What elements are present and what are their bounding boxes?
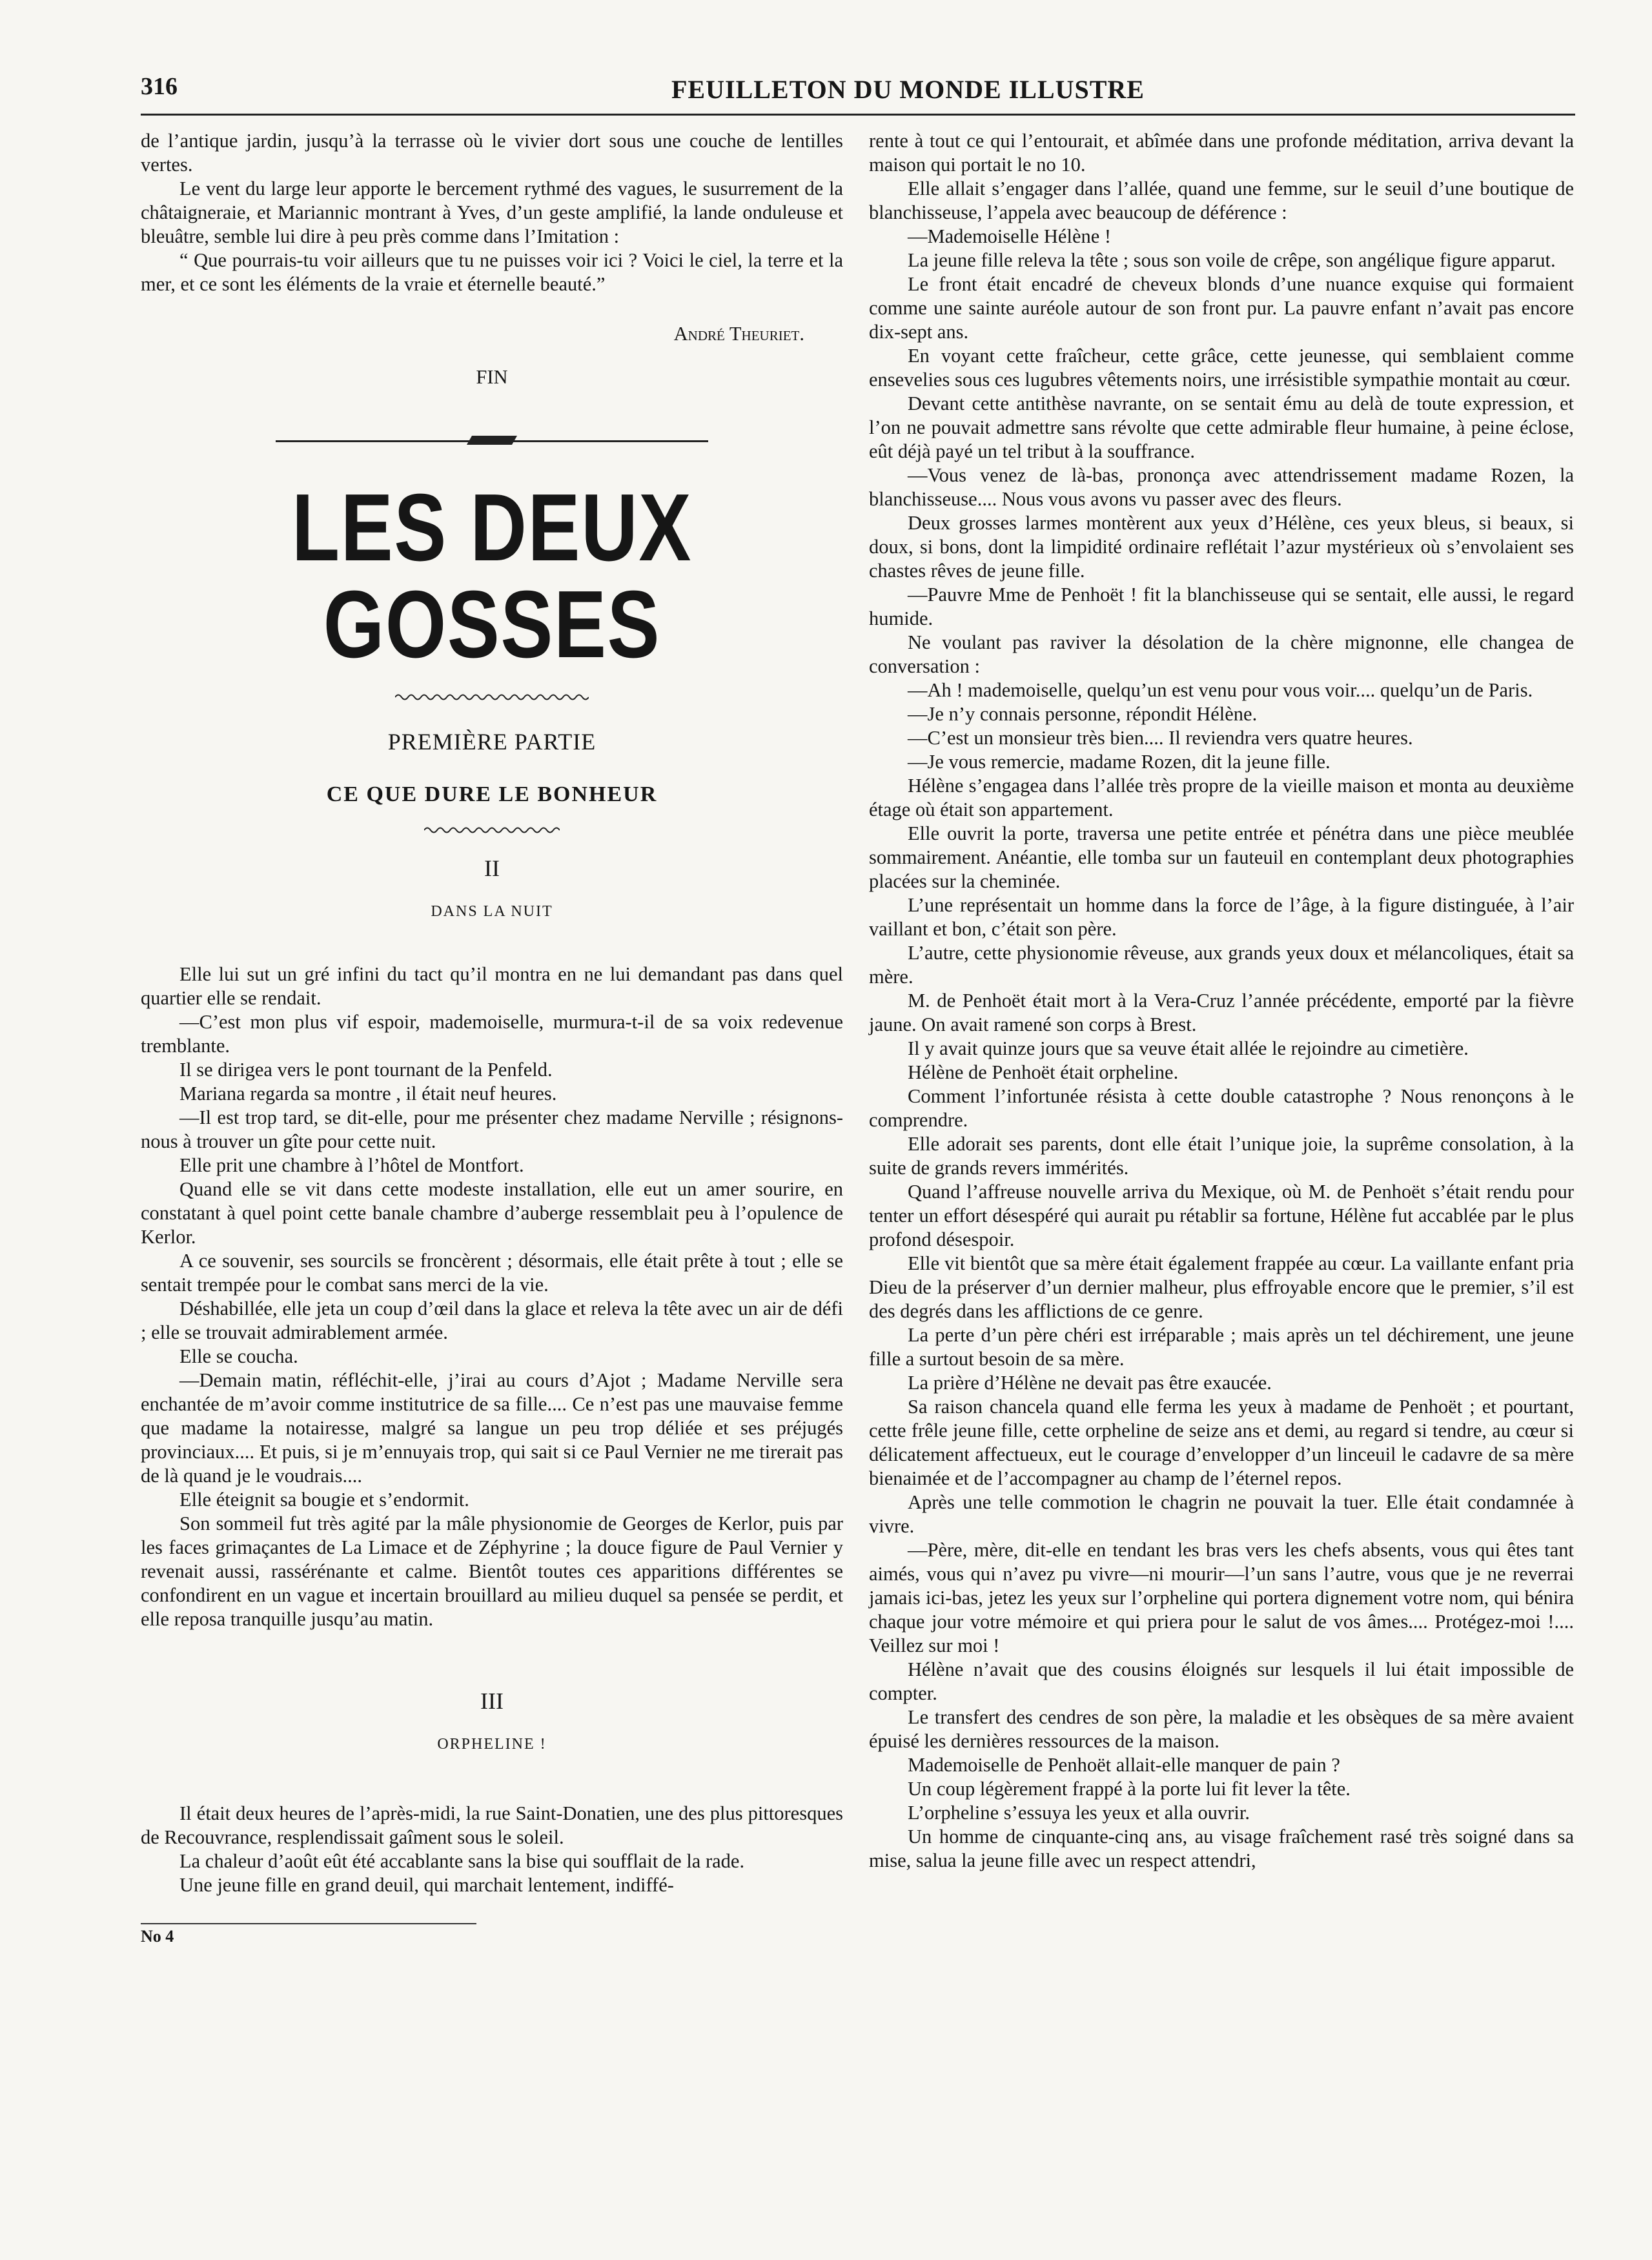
paragraph: Elle se coucha. [179,1345,298,1367]
paragraph: L’autre, cette physionomie rêveuse, aux grands yeux doux et mélancoliques, était sa mère. [869,942,1574,988]
paragraph: Elle prit une chambre à l’hôtel de Montfort. [179,1154,524,1176]
paragraph: L’orpheline s’essuya les yeux et alla ouvrir. [908,1802,1250,1824]
paragraph: —C’est mon plus vif espoir, mademoiselle, murmura-t-il de sa voix redevenue tremblante. [141,1011,843,1057]
right-column [869,129,1574,1873]
paragraph: Mademoiselle de Penhoët allait-elle manquer de pain ? [908,1754,1340,1776]
paragraph: Un coup légèrement frappé à la porte lui fit lever la tête. [908,1778,1351,1800]
paragraph: Elle allait s’engager dans l’allée, quand une femme, sur le seuil d’une boutique de blanchisseuse, l’appela avec beaucoup de déférence : [869,178,1574,223]
ornamental-divider [276,434,708,447]
chapter-number: II [484,855,500,881]
paragraph: —Je n’y connais personne, répondit Hélène. [908,703,1258,725]
paragraph: —Vous venez de là-bas, prononça avec attendrissement madame Rozen, la blanchisseuse.... Nous vous avons vu passer avec des fleurs. [869,464,1574,510]
issue-number: No 4 [141,1927,174,1946]
paragraph: L’une représentait un homme dans la force de l’âge, à la figure distinguée, à l’air vaillant et bon, c’était son père. [869,894,1574,940]
fin-label: FIN [476,366,508,388]
paragraph: Le transfert des cendres de son père, la maladie et les obsèques de sa mère avaient épuisé les dernières ressources de la maison. [869,1706,1574,1752]
paragraph: Mariana regarda sa montre , il était neuf heures. [179,1083,557,1105]
paragraph: Son sommeil fut très agité par la mâle physionomie de Georges de Kerlor, puis par les faces grimaçantes de La Limace et de Zéphyrine ; la douce figure de Paul Vernier y revenait aussi, rassérénante et calme. Bientôt toutes ces apparitions différentes se confondirent en un vague et incertain brouillard au milieu duquel sa pensée se perdit, et elle reposa tranquille jusqu’au matin. [141,1512,843,1630]
wavy-divider [424,826,560,835]
paragraph: La jeune fille releva la tête ; sous son voile de crêpe, son angélique figure apparut. [908,249,1556,271]
quote-paragraph: “ Que pourrais-tu voir ailleurs que tu ne puisses voir ici ? Voici le ciel, la terre et la mer, et ce sont les éléments de la vraie et éternelle beauté.” [141,249,843,295]
running-title: FEUILLETON DU MONDE ILLUSTRE [671,75,1145,104]
header-rule [141,114,1575,116]
paragraph: Après une telle commotion le chagrin ne pouvait la tuer. Elle était condamnée à vivre. [869,1491,1574,1537]
paragraph: Hélène s’engagea dans l’allée très propre de la vieille maison et monta au deuxième étage où était son appartement. [869,775,1574,820]
paragraph: Elle vit bientôt que sa mère était également frappée au cœur. La vaillante enfant pria Dieu de la préserver d’un dernier malheur, plus effroyable encore que le premier, s’il est des degrés dans les afflictions de ce genre. [869,1252,1574,1322]
paragraph: Elle adorait ses parents, dont elle était l’unique joie, la suprême consolation, à la suite de grands revers immérités. [869,1133,1574,1179]
paragraph: Hélène de Penhoët était orpheline. [908,1061,1179,1083]
story-title: LES DEUX GOSSES [291,474,693,678]
paragraph: Deux grosses larmes montèrent aux yeux d’Hélène, ces yeux bleus, si beaux, si doux, si bons, dont la limpidité ordinaire reflétait l’azur mystérieux où s’envolaient ses chastes rêves de jeune fille. [869,512,1574,582]
paragraph: Elle ouvrit la porte, traversa une petite entrée et pénétra dans une pièce meublée sommairement. Anéantie, elle tomba sur un fauteuil en contemplant deux photographies placées sur la cheminée. [869,822,1574,892]
paragraph: Une jeune fille en grand deuil, qui marchait lentement, indiffé- [179,1874,674,1896]
paragraph: —Je vous remercie, madame Rozen, dit la jeune fille. [908,751,1331,773]
paragraph: rente à tout ce qui l’entourait, et abîmée dans une profonde méditation, arriva devant la maison qui portait le no 10. [869,130,1574,176]
paragraph: Elle lui sut un gré infini du tact qu’il montra en ne lui demandant pas dans quel quartier elle se rendait. [141,963,843,1009]
paragraph: Quand elle se vit dans cette modeste installation, elle eut un amer sourire, en constatant à quel point cette banale chambre d’auberge ressemblait peu à l’opulence de Kerlor. [141,1178,843,1248]
paragraph: A ce souvenir, ses sourcils se froncèrent ; désormais, elle était prête à tout ; elle se sentait trempée pour le combat sans merci de la vie. [141,1250,843,1296]
chapter-title: ORPHELINE ! [437,1736,547,1753]
paragraph: Elle éteignit sa bougie et s’endormit. [179,1489,469,1511]
paragraph: Hélène n’avait que des cousins éloignés sur lesquels il lui était impossible de compter. [869,1658,1574,1704]
page-number: 316 [141,73,178,100]
paragraph: Comment l’infortunée résista à cette double catastrophe ? Nous renonçons à le comprendre. [869,1085,1574,1131]
paragraph: Il était deux heures de l’après-midi, la rue Saint-Donatien, une des plus pittoresques de Recouvrance, resplendissait gaîment sous le soleil. [141,1802,843,1848]
part-heading: PREMIÈRE PARTIE [387,729,597,755]
paragraph: —Il est trop tard, se dit-elle, pour me présenter chez madame Nerville ; résignons-nous à trouver un gîte pour cette nuit. [141,1106,843,1152]
paragraph: Il y avait quinze jours que sa veuve était allée le rejoindre au cimetière. [908,1037,1469,1059]
paragraph: La prière d’Hélène ne devait pas être exaucée. [908,1372,1272,1394]
paragraph: —Père, mère, dit-elle en tendant les bras vers les chefs absents, vous qui êtes tant aimés, vous qui n’avez pu vivre—ni mourir—l’un sans l’autre, vous que je ne reverrai jamais ici-bas, jetez les yeux sur l’orpheline qui portera dignement votre nom, qui bénira chaque jour votre mémoire et qui priera pour le salut de vos âmes.... Protégez-moi !.... Veillez sur moi ! [869,1539,1574,1656]
paragraph: En voyant cette fraîcheur, cette grâce, cette jeunesse, qui semblaient comme ensevelies sous ces lugubres vêtements noirs, une irrésistible sympathie montait au cœur. [869,345,1574,391]
paragraph: Devant cette antithèse navrante, on se sentait ému au delà de toute expression, et l’on ne pouvait admettre sans révolte que cette admirable fleur humaine, à peine éclose, eût déjà payé un tel tribut à la souffrance. [869,392,1574,462]
paragraph: Un homme de cinquante-cinq ans, au visage fraîchement rasé très soigné dans sa mise, salua la jeune fille avec un respect attendri, [869,1826,1574,1871]
left-column [141,129,843,1948]
chapter-title: DANS LA NUIT [431,903,553,920]
paragraph: Déshabillée, elle jeta un coup d’œil dans la glace et releva la tête avec un air de défi ; elle se trouvait admirablement armée. [141,1298,843,1343]
part-subtitle: CE QUE DURE LE BONHEUR [326,782,658,806]
paragraph: —Pauvre Mme de Penhoët ! fit la blanchisseuse qui se sentait, elle aussi, le regard humide. [869,584,1574,629]
paragraph: Sa raison chancela quand elle ferma les yeux à madame de Penhoët ; et pourtant, cette frêle jeune fille, cette orpheline de seize ans et demi, au regard si tendre, au cœur si délicatement affectueux, eut le courage d’envelopper d’un linceuil le cadavre de sa mère bienaimée et de l’accompagner au champ de l’éternel repos. [869,1396,1574,1489]
paragraph: —Demain matin, réfléchit-elle, j’irai au cours d’Ajot ; Madame Nerville sera enchantée de m’avoir comme institutrice de sa fille.... Ce n’est pas une mauvaise femme que madame la notairesse, malgré sa langue un peu trop déliée et ses préjugés provinciaux.... Et puis, si je m’ennuyais trop, qui sait si ce Paul Vernier ne me tirerait pas de là quand je le voudrais.... [141,1369,843,1487]
paragraph: Ne voulant pas raviver la désolation de la chère mignonne, elle changea de conversation : [869,631,1574,677]
paragraph: —C’est un monsieur très bien.... Il reviendra vers quatre heures. [908,727,1413,749]
paragraph: Le vent du large leur apporte le bercement rythmé des vagues, le susurrement de la châtaigneraie, et Mariannic montrant à Yves, d’un geste amplifié, la lande onduleuse et bleuâtre, semble lui dire à peu près comme dans l’Imitation : [141,178,843,247]
paragraph: La chaleur d’août eût été accablante sans la bise qui soufflait de la rade. [179,1850,745,1872]
paragraph: Le front était encadré de cheveux blonds d’une nuance exquise qui formaient comme une sainte auréole autour de son front pur. La pauvre enfant n’avait pas encore dix-sept ans. [869,273,1574,343]
paragraph: La perte d’un père chéri est irréparable ; mais après un tel déchirement, une jeune fille a surtout besoin de sa mère. [869,1324,1574,1370]
chapter-number: III [480,1688,504,1714]
paragraph: de l’antique jardin, jusqu’à la terrasse où le vivier dort sous une couche de lentilles vertes. [141,130,843,176]
author-signature: André Theuriet. [673,323,804,345]
paragraph: Il se dirigea vers le pont tournant de la Penfeld. [179,1059,553,1081]
wavy-divider [395,693,589,702]
paragraph: —Mademoiselle Hélène ! [908,225,1112,247]
paragraph: Quand l’affreuse nouvelle arriva du Mexique, où M. de Penhoët s’était rendu pour tenter un effort désespéré qui aurait pu rétablir sa fortune, Hélène fut accablée par le plus profond désespoir. [869,1181,1574,1250]
paragraph: —Ah ! mademoiselle, quelqu’un est venu pour vous voir.... quelqu’un de Paris. [908,679,1533,701]
paragraph: M. de Penhoët était mort à la Vera-Cruz l’année précédente, emporté par la fièvre jaune. On avait ramené son corps à Brest. [869,990,1574,1035]
